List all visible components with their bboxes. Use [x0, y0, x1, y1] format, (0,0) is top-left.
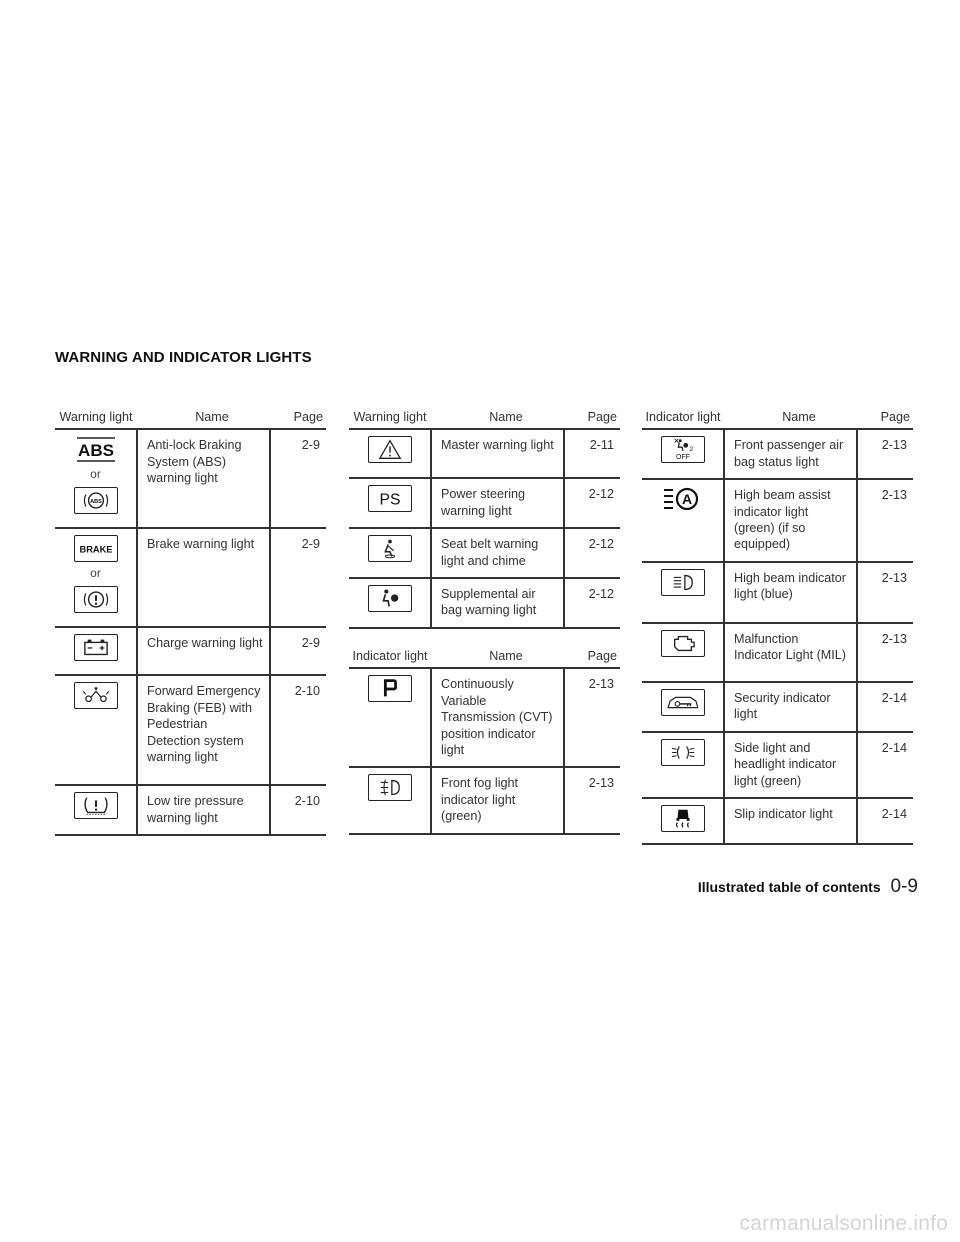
table-row [349, 578, 620, 628]
page-cell: 2-9 [270, 429, 326, 528]
page-cell: 2-12 [564, 578, 620, 628]
page-cell: 2-10 [270, 675, 326, 785]
table-row [55, 785, 326, 835]
high-beam-icon [661, 569, 705, 596]
indicator-lights-table-2 [349, 646, 620, 835]
header-name: Name [431, 646, 564, 668]
abs-icon [74, 436, 118, 463]
name-cell: Brake warning light [137, 528, 270, 627]
table-header [349, 407, 620, 429]
icon-cell [55, 627, 137, 675]
side-light-icon [661, 739, 705, 766]
brake-circle-icon [74, 586, 118, 613]
abs-circle-icon [74, 487, 118, 514]
table-row [349, 767, 620, 833]
icon-cell [642, 429, 724, 479]
svg-text:BRAKE: BRAKE [79, 545, 112, 556]
page-cell: 2-14 [857, 798, 913, 844]
icon-cell [349, 668, 431, 767]
or-label: or [90, 566, 101, 581]
svg-text:ABS: ABS [89, 498, 102, 505]
svg-text:ABS: ABS [77, 441, 114, 461]
page-cell: 2-13 [857, 623, 913, 682]
page-cell: 2-12 [564, 478, 620, 528]
page-cell: 2-9 [270, 528, 326, 627]
icon-cell [642, 682, 724, 732]
table-header [642, 407, 913, 429]
icon-cell [55, 785, 137, 835]
page-cell: 2-10 [270, 785, 326, 835]
page-cell: 2-13 [857, 429, 913, 479]
icon-cell [349, 528, 431, 578]
name-cell: Malfunction Indicator Light (MIL) [724, 623, 857, 682]
page-cell: 2-13 [857, 479, 913, 562]
table-row [55, 627, 326, 675]
name-cell: Low tire pressure warning light [137, 785, 270, 835]
page-cell: 2-13 [857, 562, 913, 623]
page-cell: 2-12 [564, 528, 620, 578]
table-row [642, 623, 913, 682]
page-cell: 2-11 [564, 429, 620, 478]
header-name: Name [431, 407, 564, 429]
svg-text:A: A [681, 491, 692, 508]
icon-cell [55, 528, 137, 627]
icon-cell [642, 732, 724, 798]
warning-lights-table-1 [55, 407, 326, 836]
name-cell: Continuously Variable Transmission (CVT) position indicator light [431, 668, 564, 767]
header-name: Name [137, 407, 270, 429]
table-header [55, 407, 326, 429]
seat-belt-icon [368, 535, 412, 562]
icon-cell [642, 798, 724, 844]
feb-pedestrian-icon [74, 682, 118, 709]
page-cell: 2-13 [564, 668, 620, 767]
page-cell: 2-9 [270, 627, 326, 675]
footer-section-title: Illustrated table of contents [697, 879, 881, 895]
table-row [55, 528, 326, 627]
name-cell: Forward Emergency Braking (FEB) with Pedestrian Detection system warning light [137, 675, 270, 785]
name-cell: Security indicator light [724, 682, 857, 732]
icon-cell [642, 479, 724, 562]
icon-cell [349, 578, 431, 628]
page-cell: 2-13 [564, 767, 620, 833]
watermark: carmanualsonline.info [739, 1212, 948, 1235]
name-cell: Front passenger air bag status light [724, 429, 857, 479]
table-row [349, 429, 620, 478]
name-cell: High beam indicator light (blue) [724, 562, 857, 623]
battery-icon [74, 634, 118, 661]
name-cell: High beam assist indicator light (green) (if so equipped) [724, 479, 857, 562]
high-beam-assist-icon [661, 486, 705, 513]
icon-cell [349, 478, 431, 528]
indicator-lights-table-3 [642, 407, 913, 845]
footer-page-number: 0-9 [890, 876, 918, 897]
svg-text:2: 2 [689, 446, 693, 454]
engine-check-icon [661, 630, 705, 657]
icon-cell [55, 675, 137, 785]
table-row [642, 682, 913, 732]
name-cell: Charge warning light [137, 627, 270, 675]
front-fog-light-icon [368, 774, 412, 801]
cvt-position-icon [368, 675, 412, 702]
table-row [642, 429, 913, 479]
header-indicator-light: Indicator light [349, 646, 431, 668]
header-page: Page [270, 407, 326, 429]
warning-lights-table-2 [349, 407, 620, 629]
name-cell: Master warning light [431, 429, 564, 478]
airbag-icon [368, 585, 412, 612]
table-row [349, 528, 620, 578]
svg-text:PS: PS [379, 491, 400, 509]
name-cell: Seat belt warning light and chime [431, 528, 564, 578]
passenger-airbag-off-icon [661, 436, 705, 463]
name-cell: Supplemental air bag warning light [431, 578, 564, 628]
name-cell: Front fog light indicator light (green) [431, 767, 564, 833]
table-row [642, 479, 913, 562]
svg-text:OFF: OFF [675, 454, 690, 462]
slip-indicator-icon [661, 805, 705, 832]
header-indicator-light: Indicator light [642, 407, 724, 429]
master-warning-icon [368, 436, 412, 463]
table-row [642, 732, 913, 798]
name-cell: Side light and headlight indicator light (green) [724, 732, 857, 798]
header-warning-light: Warning light [349, 407, 431, 429]
icon-cell [642, 623, 724, 682]
section-title: WARNING AND INDICATOR LIGHTS [55, 349, 312, 366]
table-row [349, 668, 620, 767]
table-row [349, 478, 620, 528]
or-label: or [90, 467, 101, 482]
tire-pressure-icon [74, 792, 118, 819]
page-footer [698, 876, 918, 898]
header-page: Page [564, 407, 620, 429]
icon-cell [349, 767, 431, 833]
brake-icon [74, 535, 118, 562]
page-cell: 2-14 [857, 682, 913, 732]
table-row [55, 429, 326, 528]
icon-cell [55, 429, 137, 528]
table-row [55, 675, 326, 785]
table-header [349, 646, 620, 668]
power-steering-icon [368, 485, 412, 512]
header-warning-light: Warning light [55, 407, 137, 429]
security-car-key-icon [661, 689, 705, 716]
page-cell: 2-14 [857, 732, 913, 798]
name-cell: Anti-lock Braking System (ABS) warning light [137, 429, 270, 528]
name-cell: Slip indicator light [724, 798, 857, 844]
header-page: Page [564, 646, 620, 668]
name-cell: Power steering warning light [431, 478, 564, 528]
header-name: Name [724, 407, 857, 429]
icon-cell [349, 429, 431, 478]
header-page: Page [857, 407, 913, 429]
table-row [642, 798, 913, 844]
table-row [642, 562, 913, 623]
icon-cell [642, 562, 724, 623]
